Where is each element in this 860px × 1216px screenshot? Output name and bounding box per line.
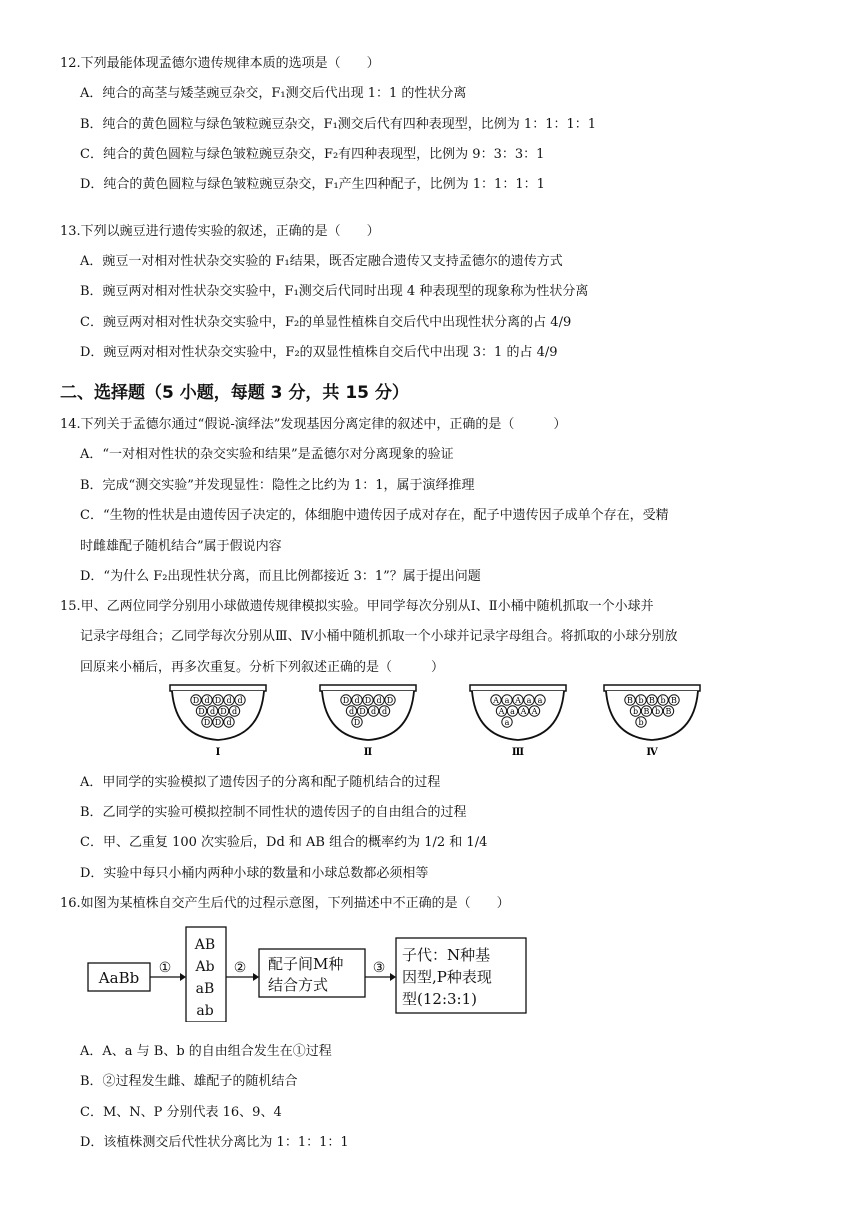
question-14-stem: 14.下列关于孟德尔通过“假说-演绎法”发现基因分离定律的叙述中，正确的是（ ） bbox=[60, 417, 567, 432]
ball-letter: D bbox=[203, 718, 211, 727]
bucket-label: Ⅳ bbox=[646, 747, 658, 758]
ball-letter: D bbox=[198, 707, 205, 716]
question-16-stem: 16.如图为某植株自交产生后代的过程示意图，下列描述中不正确的是（ ） bbox=[60, 896, 510, 911]
ball-letter: D bbox=[214, 718, 222, 727]
buckets-figure bbox=[0, 682, 860, 762]
ball-letter: d bbox=[204, 696, 210, 705]
q15-option-a: A．甲同学的实验模拟了遗传因子的分离和配子随机结合的过程 bbox=[80, 775, 441, 790]
ball-letter: B bbox=[649, 696, 655, 705]
question-15-stem-line-2: 记录字母组合；乙同学每次分别从Ⅲ、Ⅳ小桶中随机抓取一个小球并记录字母组合。将抓取的小球分别放 bbox=[80, 629, 678, 644]
ball-letter: A bbox=[515, 696, 521, 705]
ball-letter: a bbox=[526, 696, 532, 705]
ball-letter: D bbox=[353, 718, 361, 727]
step-2-marker: ② bbox=[233, 960, 247, 976]
ball-letter: A bbox=[493, 696, 499, 705]
offspring-line-2: 因型,P种表现 bbox=[402, 968, 492, 986]
question-13-stem: 13.下列以豌豆进行遗传实验的叙述，正确的是（ ） bbox=[60, 224, 380, 239]
ball-letter: d bbox=[237, 696, 243, 705]
ball-letter: D bbox=[342, 696, 350, 705]
bucket-label: Ⅱ bbox=[363, 747, 373, 758]
ball-letter: D bbox=[359, 707, 366, 716]
ball-letter: b bbox=[632, 707, 639, 716]
bucket-3 bbox=[470, 685, 566, 758]
ball-letter: B bbox=[671, 696, 677, 705]
ball-letter: D bbox=[220, 707, 227, 716]
combination-line-1: 配子间M种 bbox=[268, 955, 344, 973]
ball-letter: b bbox=[660, 696, 666, 705]
ball-letter: d bbox=[348, 707, 355, 716]
gamete-ab-mixed: Ab bbox=[195, 959, 215, 975]
ball-letter: D bbox=[214, 696, 222, 705]
q15-option-b: B．乙同学的实验可模拟控制不同性状的遗传因子的自由组合的过程 bbox=[80, 805, 467, 820]
q15-option-d: D．实验中每只小桶内两种小球的数量和小球总数都必须相等 bbox=[80, 866, 429, 881]
q14-option-b: B．完成“测交实验”并发现显性：隐性之比约为 1：1，属于演绎推理 bbox=[80, 478, 475, 493]
ball-letter: A bbox=[498, 707, 505, 716]
ball-letter: d bbox=[209, 707, 216, 716]
ball-letter: a bbox=[504, 718, 510, 727]
question-15-stem-line-3: 回原来小桶后，再多次重复。分析下列叙述正确的是（ ） bbox=[80, 660, 445, 675]
q14-option-d: D．“为什么 F₂出现性状分离，而且比例都接近 3：1”？属于提出问题 bbox=[80, 569, 481, 584]
q16-option-b: B．②过程发生雌、雄配子的随机结合 bbox=[80, 1074, 298, 1089]
q13-option-b: B．豌豆两对相对性状杂交实验中，F₁测交后代同时出现 4 种表现型的现象称为性状分离 bbox=[80, 284, 589, 299]
ball-letter: b bbox=[638, 696, 644, 705]
ball-letter: b bbox=[654, 707, 661, 716]
ball-letter: a bbox=[537, 696, 543, 705]
ball-letter: d bbox=[226, 718, 232, 727]
parent-genotype: AaBb bbox=[98, 969, 140, 987]
bucket-rim bbox=[320, 685, 416, 691]
step-3-marker: ③ bbox=[372, 960, 386, 976]
bucket-label: Ⅰ bbox=[215, 747, 221, 758]
q12-option-a: A．纯合的高茎与矮茎豌豆杂交，F₁测交后代出现 1：1 的性状分离 bbox=[80, 86, 467, 101]
q16-option-a: A．A、a 与 B、b 的自由组合发生在①过程 bbox=[80, 1044, 332, 1059]
bucket-rim bbox=[470, 685, 566, 691]
gamete-ab-lower: ab bbox=[196, 1003, 214, 1019]
q14-option-a: A．“一对相对性状的杂交实验和结果”是孟德尔对分离现象的验证 bbox=[80, 447, 454, 462]
ball-letter: B bbox=[643, 707, 650, 716]
q12-option-b: B．纯合的黄色圆粒与绿色皱粒豌豆杂交，F₁测交后代有四种表现型，比例为 1：1：1：1 bbox=[80, 117, 597, 132]
bucket-label: Ⅲ bbox=[511, 747, 525, 758]
section-2-heading: 二、选择题（5 小题，每题 3 分，共 15 分） bbox=[60, 383, 409, 403]
ball-letter: d bbox=[370, 707, 377, 716]
combination-line-2: 结合方式 bbox=[268, 976, 329, 994]
q14-option-c-continued: 时雌雄配子随机结合”属于假说内容 bbox=[80, 539, 282, 554]
bucket-rim bbox=[170, 685, 266, 691]
q16-option-c: C．M、N、P 分别代表 16、9、4 bbox=[80, 1105, 282, 1120]
ball-letter: d bbox=[354, 696, 360, 705]
bucket-1 bbox=[170, 685, 266, 758]
ball-letter: D bbox=[192, 696, 200, 705]
ball-letter: B bbox=[627, 696, 633, 705]
q12-option-d: D．纯合的黄色圆粒与绿色皱粒豌豆杂交，F₁产生四种配子，比例为 1：1：1：1 bbox=[80, 177, 545, 192]
question-15-stem-line-1: 15.甲、乙两位同学分别用小球做遗传规律模拟实验。甲同学每次分别从Ⅰ、Ⅱ小桶中随机抓取一个小球并 bbox=[60, 599, 654, 614]
q13-option-a: A．豌豆一对相对性状杂交实验的 F₁结果，既否定融合遗传又支持孟德尔的遗传方式 bbox=[80, 254, 563, 269]
q13-option-d: D．豌豆两对相对性状杂交实验中，F₂的双显性植株自交后代中出现 3：1 的占 4/9 bbox=[80, 345, 558, 360]
q15-option-c: C．甲、乙重复 100 次实验后，Dd 和 AB 组合的概率约为 1/2 和 1/4 bbox=[80, 835, 488, 850]
ball-letter: d bbox=[381, 707, 388, 716]
question-12-stem: 12.下列最能体现孟德尔遗传规律本质的选项是（ ） bbox=[60, 56, 380, 71]
offspring-line-3: 型(12:3:1) bbox=[402, 990, 477, 1008]
bucket-rim bbox=[604, 685, 700, 691]
ball-letter: B bbox=[665, 707, 672, 716]
ball-letter: a bbox=[510, 707, 515, 716]
q16-option-d: D．该植株测交后代性状分离比为 1：1：1：1 bbox=[80, 1135, 349, 1150]
ball-letter: A bbox=[531, 707, 538, 716]
q14-option-c: C．“生物的性状是由遗传因子决定的，体细胞中遗传因子成对存在，配子中遗传因子成单个存在，受精 bbox=[80, 508, 669, 523]
process-diagram bbox=[0, 922, 860, 1022]
bucket-4 bbox=[604, 685, 700, 758]
offspring-line-1: 子代：N种基 bbox=[402, 946, 491, 964]
ball-letter: d bbox=[376, 696, 382, 705]
gamete-ab-mixed-2: aB bbox=[195, 981, 215, 997]
ball-letter: d bbox=[231, 707, 238, 716]
ball-letter: b bbox=[638, 718, 644, 727]
gamete-ab-upper: AB bbox=[194, 937, 216, 953]
ball-letter: a bbox=[504, 696, 510, 705]
step-1-marker: ① bbox=[158, 960, 172, 976]
q13-option-c: C．豌豆两对相对性状杂交实验中，F₂的单显性植株自交后代中出现性状分离的占 4/9 bbox=[80, 315, 572, 330]
bucket-2 bbox=[320, 685, 416, 758]
ball-letter: d bbox=[226, 696, 232, 705]
q12-option-c: C．纯合的黄色圆粒与绿色皱粒豌豆杂交，F₂有四种表现型，比例为 9：3：3：1 bbox=[80, 147, 545, 162]
ball-letter: D bbox=[364, 696, 372, 705]
ball-letter: D bbox=[386, 696, 394, 705]
ball-letter: A bbox=[520, 707, 527, 716]
